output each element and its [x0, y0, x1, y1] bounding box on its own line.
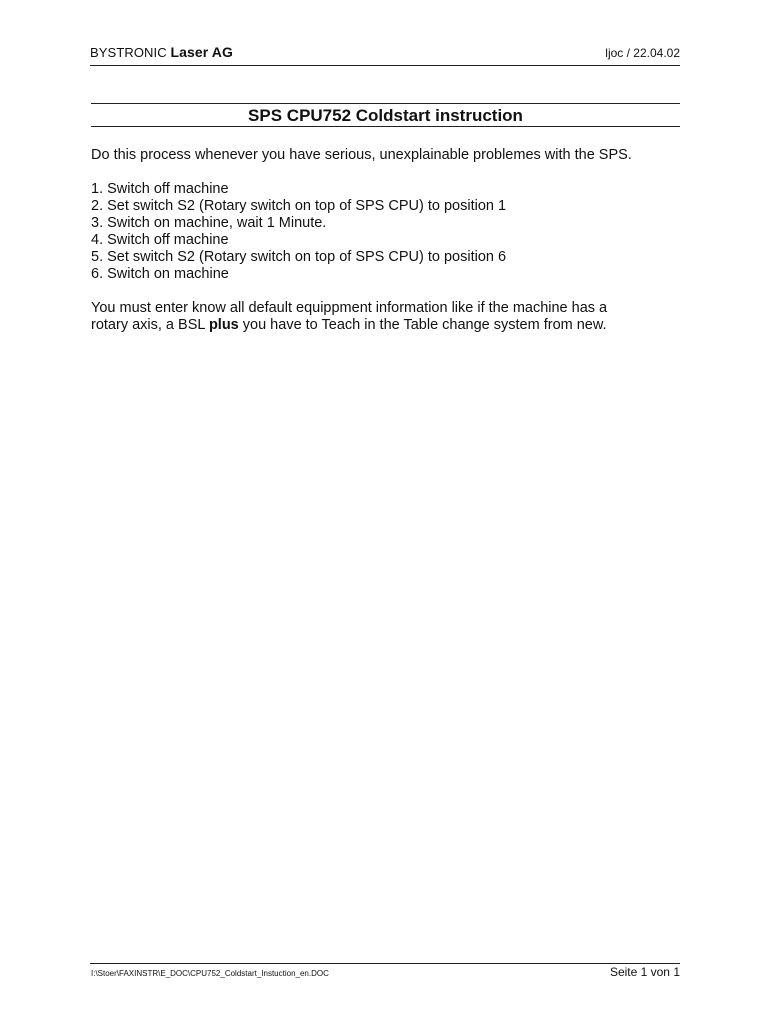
- note-paragraph: [91, 300, 680, 334]
- note-line-2-end: you have to Teach in the Table change system from new.: [238, 317, 607, 333]
- footer-file-path: I:\Stoer\FAXINSTR\E_DOC\CPU752_Coldstart_Instuction_en.DOC: [91, 969, 329, 978]
- company-name-bold: Laser AG: [170, 44, 233, 60]
- note-line-1: You must enter know all default equippment information like if the machine has a: [91, 300, 608, 316]
- company-name: [90, 44, 233, 60]
- intro-paragraph: Do this process whenever you have serious, unexplainable problemes with the SPS.: [91, 147, 632, 163]
- footer-divider: [90, 963, 680, 964]
- page-header: [90, 44, 680, 64]
- company-name-plain: BYSTRONIC: [90, 45, 167, 60]
- list-item: 2. Set switch S2 (Rotary switch on top of SPS CPU) to position 1: [91, 198, 507, 214]
- list-item: 3. Switch on machine, wait 1 Minute.: [91, 215, 327, 231]
- list-item: 1. Switch off machine: [91, 181, 229, 197]
- list-item: 5. Set switch S2 (Rotary switch on top of SPS CPU) to position 6: [91, 249, 507, 265]
- list-item: 6. Switch on machine: [91, 266, 229, 282]
- header-divider: [90, 65, 680, 66]
- note-line-2-start: rotary axis, a BSL: [91, 317, 209, 333]
- header-meta: ljoc / 22.04.02: [605, 46, 680, 60]
- note-emphasis: plus: [208, 317, 239, 333]
- steps-list: [91, 181, 680, 283]
- title-block: [91, 103, 680, 127]
- page-number: Seite 1 von 1: [609, 965, 680, 979]
- page-title: SPS CPU752 Coldstart instruction: [248, 106, 523, 125]
- list-item: 4. Switch off machine: [91, 232, 229, 248]
- document-body: [91, 147, 680, 334]
